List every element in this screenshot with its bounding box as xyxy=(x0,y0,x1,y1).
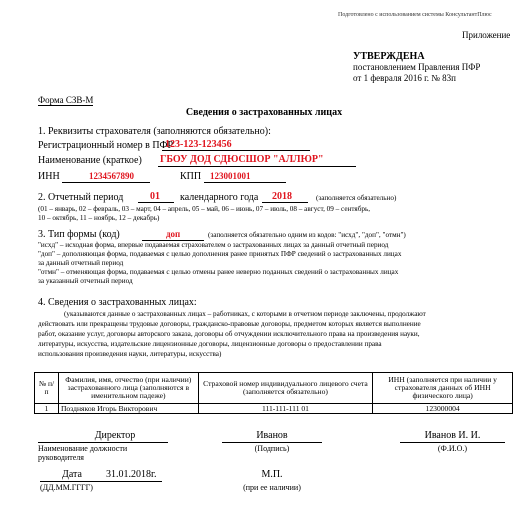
date-underline xyxy=(40,481,162,482)
table-row[interactable] xyxy=(35,404,513,414)
form-type-desc-2: "доп" – дополняющая форма, подаваемая с целью дополнения ранее принятых ПФР сведений о застрахованных лицах xyxy=(38,250,402,258)
table-header-row xyxy=(35,373,513,404)
section1-heading: 1. Реквизиты страхователя (заполняются обязательно): xyxy=(38,126,271,137)
inn-label: ИНН xyxy=(38,171,60,182)
row-fullname[interactable]: Поздняков Игорь Викторович xyxy=(58,404,198,414)
date-label: Дата xyxy=(62,469,82,480)
reg-number-label: Регистрационный номер в ПФР xyxy=(38,140,173,151)
kpp-value[interactable]: 123001001 xyxy=(210,171,251,181)
inn-underline xyxy=(62,182,150,183)
period-legend-line2: 10 – октябрь, 11 – ноябрь, 12 – декабрь) xyxy=(38,214,160,222)
form-type-desc-5: за указанный отчетный период xyxy=(38,277,133,285)
section4-desc-5: использования произведения науки, литературы, искусства) xyxy=(38,350,222,358)
stamp-note: (при ее наличии) xyxy=(243,483,301,492)
period-label: 2. Отчетный период xyxy=(38,192,124,203)
reg-number-value[interactable]: 123-123-123456 xyxy=(165,139,232,150)
document-title: Сведения о застрахованных лицах xyxy=(185,107,343,118)
col-fullname-header: Фамилия, имя, отчество (при наличии) застрахованного лица (заполняются в именительном падеже) xyxy=(58,373,198,404)
short-name-label: Наименование (краткое) xyxy=(38,155,142,166)
stamp-label: М.П. xyxy=(261,469,283,480)
year-label: календарного года xyxy=(180,192,259,203)
position-label-1: Наименование должности xyxy=(38,444,128,453)
section4-desc-1: (указываются данные о застрахованных лицах – работниках, с которыми в отчетном периоде заключены, продолжают xyxy=(64,310,426,318)
section4-desc-4: литературы, искусства, издательские лицензионные договоры, лицензионные договоры о предоставлении права xyxy=(38,340,382,348)
fio-label: (Ф.И.О.) xyxy=(437,444,468,453)
fio-underline xyxy=(400,442,505,443)
row-number: 1 xyxy=(35,404,59,414)
signature-label: (Подпись) xyxy=(254,444,290,453)
form-type-note: (заполняется обязательно одним из кодов: "исхд", "доп", "отмн") xyxy=(208,231,406,239)
form-type-desc-4: "отмн" – отменяющая форма, подаваемая с целью отмены ранее неверно поданных сведений о застрахованных лицах xyxy=(38,268,399,276)
form-code: Форма СЗВ-М xyxy=(38,95,94,105)
approval-line1: постановлением Правления ПФР xyxy=(353,62,481,72)
year-value[interactable]: 2018 xyxy=(272,191,292,202)
inn-value[interactable]: 1234567890 xyxy=(89,171,134,181)
form-type-label: 3. Тип формы (код) xyxy=(38,229,120,240)
col-number-header: № п/п xyxy=(35,373,59,404)
section4-desc-2: действовать или прекращены трудовые договоры, гражданско-правовые договоры, предметом которых является выполнение xyxy=(38,320,421,328)
position-underline xyxy=(38,442,168,443)
fio-value[interactable]: Иванов И. И. xyxy=(424,430,481,441)
col-snils-header: Страховой номер индивидуального лицевого счета (заполняется обязательно) xyxy=(198,373,373,404)
approval-title: УТВЕРЖДЕНА xyxy=(353,51,425,62)
col-inn-header: ИНН (заполняется при наличии у страхователя данных об ИНН физического лица) xyxy=(373,373,513,404)
period-underline xyxy=(138,202,174,203)
watermark: Подготовлено с использованием системы КонсультантПлюс xyxy=(338,12,492,18)
section4-desc-3: работ, оказание услуг, договоры авторского заказа, договоры об отчуждении исключительного права на произведения науки, xyxy=(38,330,420,338)
form-type-desc-1: "исхд" – исходная форма, впервые подаваемая страхователем о застрахованных лицах за данный отчетный период xyxy=(38,241,389,249)
kpp-label: КПП xyxy=(180,171,202,182)
kpp-underline xyxy=(204,182,286,183)
period-note: (заполняется обязательно) xyxy=(316,194,397,202)
insured-persons-table xyxy=(34,372,513,414)
appendix-label: Приложение xyxy=(462,30,511,40)
approval-line2: от 1 февраля 2016 г. № 83п xyxy=(353,73,456,83)
signature-underline xyxy=(222,442,322,443)
position-value[interactable]: Директор xyxy=(94,430,136,441)
period-legend-line1: (01 – январь, 02 – февраль, 03 – март, 04 – апрель, 05 – май, 06 – июнь, 07 – июль, 08 – август, 09 – сентябрь, xyxy=(38,205,371,213)
reg-number-underline xyxy=(162,150,310,151)
form-type-value[interactable]: доп xyxy=(166,229,181,239)
form-type-desc-3: за данный отчетный период xyxy=(38,259,124,267)
period-value[interactable]: 01 xyxy=(150,191,160,202)
position-label-2: руководителя xyxy=(38,453,84,462)
date-value[interactable]: 31.01.2018г. xyxy=(106,469,157,480)
date-format: (ДД.ММ.ГГГГ) xyxy=(40,483,93,492)
row-snils[interactable]: 111-111-111 01 xyxy=(198,404,373,414)
year-underline xyxy=(262,202,308,203)
section4-heading: 4. Сведения о застрахованных лицах: xyxy=(38,297,197,308)
short-name-value[interactable]: ГБОУ ДОД СДЮСШОР "АЛЛЮР" xyxy=(160,154,324,165)
row-inn[interactable]: 123000004 xyxy=(373,404,513,414)
short-name-underline xyxy=(158,166,356,167)
signature-value[interactable]: Иванов xyxy=(256,430,288,441)
